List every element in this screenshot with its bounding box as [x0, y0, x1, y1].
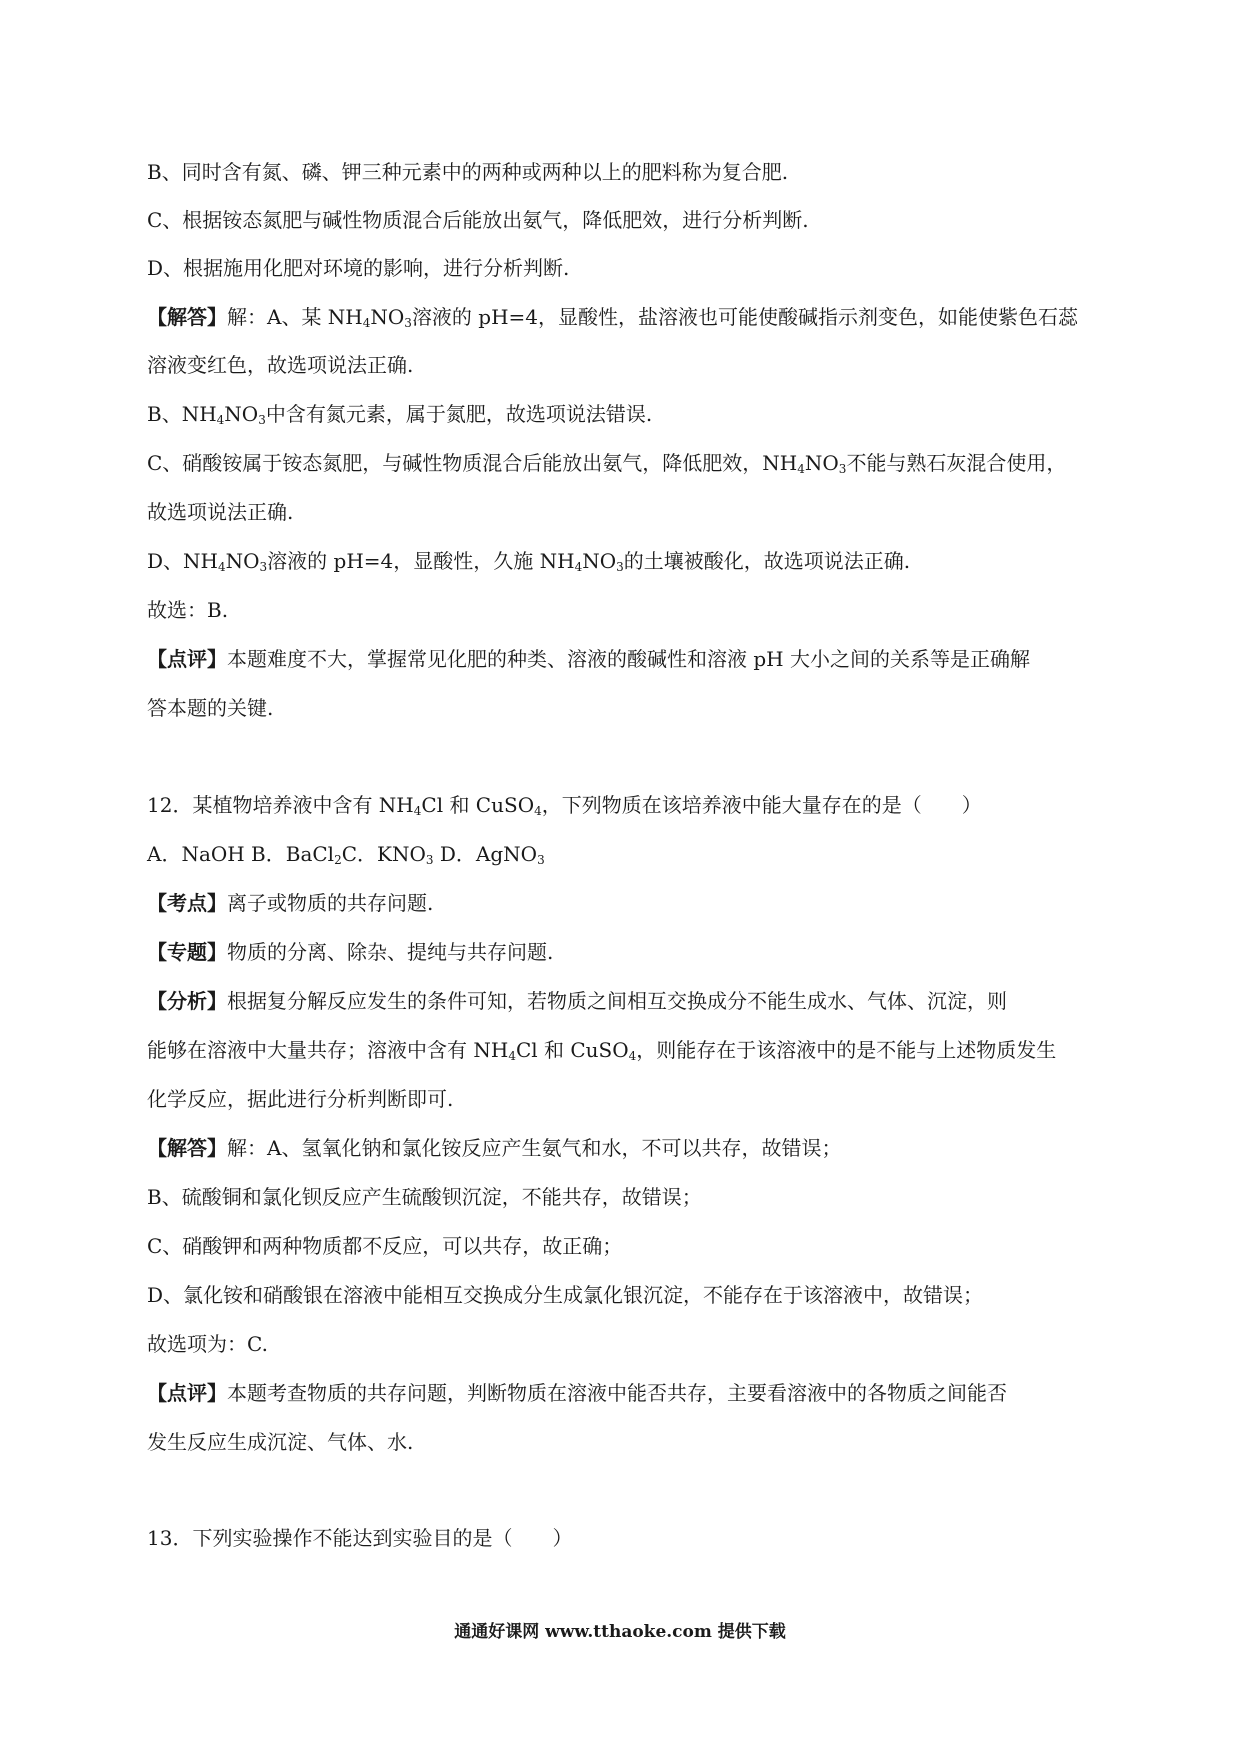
- answer-text: B、NH: [147, 402, 217, 426]
- subscript: 3: [537, 853, 545, 867]
- formula-part: NO: [804, 451, 839, 475]
- answer-text: 的土壤被酸化，故选项说法正确.: [623, 549, 911, 573]
- choice-line: 故选：B.: [147, 598, 229, 622]
- option-text: A．NaOH B．BaCl: [147, 842, 335, 866]
- formula-part: NO: [582, 549, 617, 573]
- stem-text: ，下列物质在该培养液中能大量存在的是（ ）: [541, 793, 982, 817]
- q12-answer-line-b: B、硫酸铜和氯化钡反应产生硫酸钡沉淀，不能共存，故错误；: [147, 1185, 702, 1209]
- q12-comment-line-cont: 发生反应生成沉淀、气体、水.: [147, 1430, 414, 1454]
- answer-line-a: [147, 303, 1097, 331]
- answer-line-c-cont: 故选项说法正确.: [147, 500, 294, 524]
- kaodian-tag: 【考点】: [147, 891, 227, 915]
- comment-tag: 【点评】: [147, 1381, 227, 1405]
- answer-line-a-cont: 溶液变红色，故选项说法正确.: [147, 353, 414, 377]
- answer-text: D、NH: [147, 549, 218, 573]
- answer-text: 溶液的 pH=4，显酸性，久施 NH: [267, 549, 575, 573]
- fenxi-line-3: 化学反应，据此进行分析判断即可.: [147, 1087, 454, 1111]
- formula-part: NO: [370, 305, 405, 329]
- kaodian-line: [147, 889, 1097, 917]
- fenxi-text: ，则能存在于该溶液中的是不能与上述物质发生: [636, 1038, 1057, 1062]
- answer-tag: 【解答】: [147, 1136, 227, 1160]
- fenxi-text: 能够在溶液中大量共存；溶液中含有 NH: [147, 1038, 509, 1062]
- answer-text: 不能与熟石灰混合使用，: [846, 451, 1067, 475]
- subscript: 4: [797, 462, 805, 476]
- answer-text: 解：A、氢氧化钠和氯化铵反应产生氨气和水，不可以共存，故错误；: [227, 1136, 842, 1160]
- question-13-stem: 13．下列实验操作不能达到实验目的是（ ）: [147, 1526, 573, 1550]
- subscript: 3: [259, 560, 268, 574]
- formula-part: NO: [224, 402, 259, 426]
- answer-tag: 【解答】: [147, 305, 227, 329]
- option-text: C．KNO: [341, 842, 426, 866]
- subscript: 4: [508, 1049, 516, 1063]
- subscript: 2: [334, 853, 342, 867]
- subscript: 4: [216, 413, 225, 427]
- fenxi-line-2: [147, 1036, 1097, 1064]
- option-text: D．AgNO: [433, 842, 538, 866]
- subscript: 3: [404, 316, 412, 330]
- subscript: 3: [616, 560, 624, 574]
- q12-answer-line-d: D、氯化铵和硝酸银在溶液中能相互交换成分生成氯化银沉淀，不能存在于该溶液中，故错误；: [147, 1283, 984, 1307]
- subscript: 4: [362, 316, 371, 330]
- subscript: 4: [534, 804, 542, 818]
- stem-text: Cl 和 CuSO: [421, 793, 535, 817]
- zhuanti-tag: 【专题】: [147, 940, 227, 964]
- stem-text: 12．某植物培养液中含有 NH: [147, 793, 414, 817]
- q12-choice-line: 故选项为：C.: [147, 1332, 268, 1356]
- analysis-line-b: B、同时含有氮、磷、钾三种元素中的两种或两种以上的肥料称为复合肥.: [147, 160, 789, 184]
- subscript: 3: [838, 462, 847, 476]
- page-footer: 通通好课网 www.tthaoke.com 提供下载: [454, 1622, 786, 1642]
- analysis-line-c: C、根据铵态氮肥与碱性物质混合后能放出氨气，降低肥效，进行分析判断.: [147, 208, 809, 232]
- subscript: 3: [258, 413, 266, 427]
- question-12-options: [147, 840, 1097, 868]
- comment-text: 本题考查物质的共存问题，判断物质在溶液中能否共存，主要看溶液中的各物质之间能否: [227, 1381, 1007, 1405]
- comment-tag: 【点评】: [147, 647, 227, 671]
- comment-line-cont: 答本题的关键.: [147, 696, 274, 720]
- subscript: 4: [628, 1049, 637, 1063]
- answer-line-c: [147, 449, 1097, 477]
- zhuanti-line: [147, 938, 1097, 966]
- answer-line-b: [147, 400, 1097, 428]
- comment-text: 本题难度不大，掌握常见化肥的种类、溶液的酸碱性和溶液 pH 大小之间的关系等是正确解: [227, 647, 1030, 671]
- comment-line: [147, 645, 1097, 673]
- subscript: 4: [413, 804, 422, 818]
- answer-text: 解：A、某 NH: [227, 305, 363, 329]
- subscript: 3: [425, 853, 434, 867]
- fenxi-line: [147, 987, 1097, 1015]
- answer-text: C、硝酸铵属于铵态氮肥，与碱性物质混合后能放出氨气，降低肥效，NH: [147, 451, 798, 475]
- formula-part: NO: [225, 549, 260, 573]
- fenxi-text: 根据复分解反应发生的条件可知，若物质之间相互交换成分不能生成水、气体、沉淀，则: [227, 989, 1007, 1013]
- fenxi-text: Cl 和 CuSO: [515, 1038, 629, 1062]
- fenxi-tag: 【分析】: [147, 989, 227, 1013]
- q12-answer-line-a: [147, 1134, 1097, 1162]
- zhuanti-text: 物质的分离、除杂、提纯与共存问题.: [227, 940, 554, 964]
- subscript: 4: [574, 560, 583, 574]
- analysis-line-d: D、根据施用化肥对环境的影响，进行分析判断.: [147, 256, 570, 280]
- question-12-stem: [147, 791, 1097, 819]
- q12-comment-line: [147, 1379, 1097, 1407]
- q12-answer-line-c: C、硝酸钾和两种物质都不反应，可以共存，故正确；: [147, 1234, 623, 1258]
- answer-line-d: [147, 547, 1097, 575]
- kaodian-text: 离子或物质的共存问题.: [227, 891, 434, 915]
- subscript: 4: [217, 560, 226, 574]
- answer-text: 中含有氮元素，属于氮肥，故选项说法错误.: [265, 402, 653, 426]
- answer-text: 溶液的 pH=4，显酸性，盐溶液也可能使酸碱指示剂变色，如能使紫色石蕊: [411, 305, 1079, 329]
